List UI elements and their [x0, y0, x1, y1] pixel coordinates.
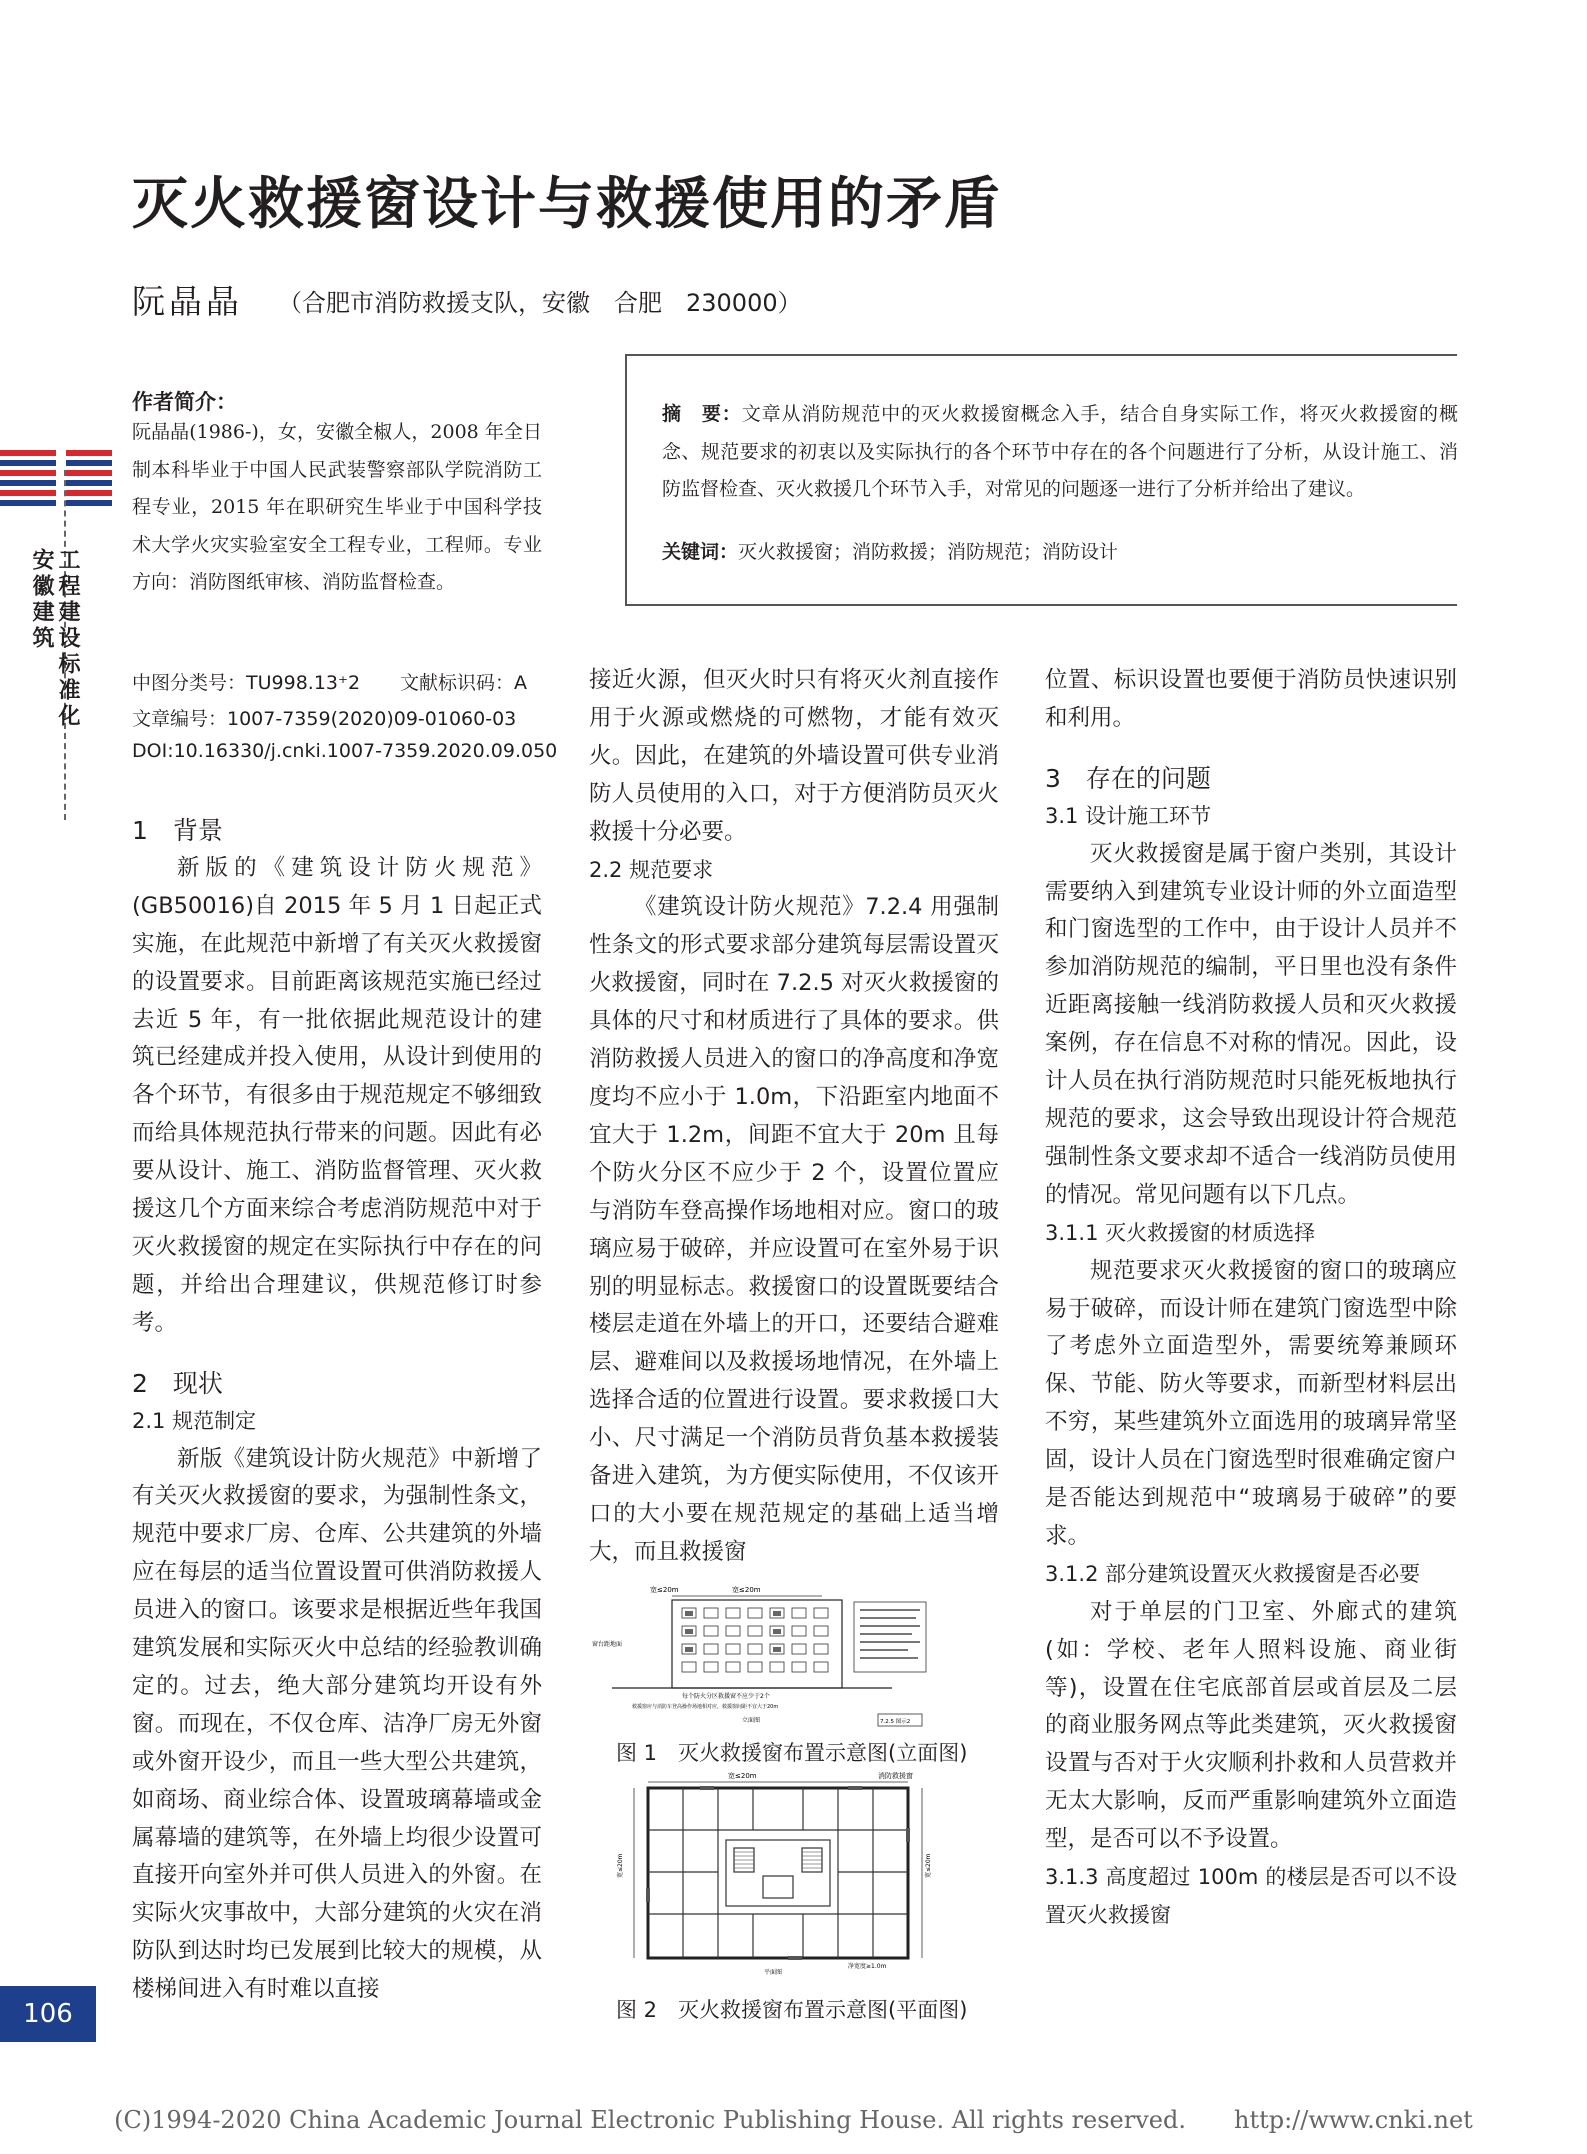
column-2 — [589, 662, 999, 1572]
page-number: 106 — [0, 1986, 96, 2042]
author-bio: 阮晶晶(1986-)，女，安徽全椒人，2008 年全日制本科毕业于中国人民武装警察部队学院消防工程专业，2015 年在职研究生毕业于中国科学技术大学火灾实验室安全工程专业，工程师。专业方向：消防图纸审核、消防监督检查。 — [132, 421, 542, 593]
journal-logo-bars — [0, 450, 112, 510]
fig1-left-label: 窗台距地面 — [592, 1641, 623, 1648]
section-2-2-continued: 位置、标识设置也要便于消防员快速识别和利用。 — [1045, 667, 1457, 731]
fig2-dim-bottom: 净宽度≥1.0m — [848, 1963, 887, 1970]
article-number: 文章编号：1007-7359(2020)09-01060-03 — [132, 708, 517, 730]
keywords — [662, 534, 1458, 570]
abstract-label: 摘 要： — [662, 403, 742, 425]
section-3-1-paragraph: 灭火救援窗是属于窗户类别，其设计需要纳入到建筑专业设计师的外立面造型和门窗选型的工作中，由于设计人员并不参加消防规范的编制，平日里也没有条件近距离接触一线消防救援人员和灭火救援案例，存在信息不对称的情况。因此，设计人员在执行消防规范时只能死板地执行规范的要求，这会导致出现设计符合规范强制性条文要求却不适合一线消防员使用的情况。常见问题有以下几点。 — [1045, 840, 1457, 1208]
fig2-window-label: 消防救援窗 — [878, 1772, 913, 1780]
section-2-2-heading: 2.2 规范要求 — [589, 857, 714, 882]
clc-number: 中图分类号：TU998.13⁺2 — [132, 672, 361, 694]
section-3-1-1-heading: 3.1.1 灭火救援窗的材质选择 — [1045, 1220, 1316, 1245]
sidebar-journal-name: 工程建设标准化 — [55, 548, 80, 730]
sidebar-journal-label — [28, 548, 80, 730]
column-3 — [1045, 662, 1457, 1935]
section-2-2-paragraph: 《建筑设计防火规范》7.2.4 用强制性条文的形式要求部分建筑每层需设置灭火救援窗，同时在 7.2.5 对灭火救援窗的具体的尺寸和材质进行了具体的要求。供消防救援人员进入的窗口的净高度和净宽度均不应小于 1.0m，下沿距室内地面不宜大于 1.2m，间距不宜大于 20m 且每个防火分区不应少于 2 个，设置位置应与消防车登高操作场地相对应。窗口的玻璃应易于破碎，并应设置可在室外易于识别的明显标志。救援窗口的设置既要结合楼层走道在外墙上的开口，还要结合避难层、避难间以及救援场地情况，在外墙上选择合适的位置进行设置。要求救援口大小、尺寸满足一个消防员背负基本救援装备进入建筑，为方便实际使用，不仅该开口的大小要在规范规定的基础上适当增大，而且救援窗 — [589, 894, 999, 1565]
keywords-label: 关键词： — [662, 541, 739, 563]
section-2-heading: 2 现状 — [132, 1368, 223, 1398]
fig1-dim-b: 宽≤20m — [732, 1586, 761, 1594]
section-3-1-3-heading: 3.1.3 高度超过 100m 的楼层是否可以不设置灭火救援窗 — [1045, 1865, 1457, 1927]
column-1 — [132, 812, 542, 2009]
figure-1-elevation — [592, 1582, 957, 1730]
fig2-dim-top: 宽≤20m — [728, 1772, 757, 1780]
fig1-dim-a: 宽≤20m — [650, 1586, 679, 1594]
bio-heading: 作者简介： — [132, 390, 237, 414]
copyright-footer: (C)1994-2020 China Academic Journal Electronic Publishing House. All rights reserved. http://www.cnki.net — [114, 2106, 1473, 2134]
fig2-dim-right: 宽≤20m — [925, 1853, 932, 1878]
section-2-1-continued: 接近火源，但灭火时只有将灭火剂直接作用于火源或燃烧的可燃物，才能有效灭火。因此，在建筑的外墙设置可供专业消防人员使用的入口，对于方便消防员灭火救援十分必要。 — [589, 667, 999, 845]
keywords-text: 灭火救援窗；消防救援；消防规范；消防设计 — [738, 541, 1119, 563]
section-3-1-2-heading: 3.1.2 部分建筑设置灭火救援窗是否必要 — [1045, 1561, 1421, 1586]
section-3-heading: 3 存在的问题 — [1045, 763, 1211, 793]
fig1-note-2: 救援窗应与消防车登高操作场地相对应，救援窗间距不宜大于20m — [632, 1704, 779, 1710]
figure-2-plan — [608, 1768, 953, 1980]
section-1-paragraph: 新版的《建筑设计防火规范》(GB50016)自 2015 年 5 月 1 日起正式实施，在此规范中新增了有关灭火救援窗的设置要求。目前距离该规范实施已经过去近 5 年，有一批依据此规范设计的建筑已经建成并投入使用，从设计到使用的各个环节，有很多由于规范规定不够细致而给具体规范执行带来的问题。因此有必要从设计、施工、消防监督管理、灭火救援这几个方面来综合考虑消防规范中对于灭火救援窗的规定在实际执行中存在的问题，并给出合理建议，供规范修订时参考。 — [132, 854, 542, 1336]
section-3-1-heading: 3.1 设计施工环节 — [1045, 803, 1212, 828]
abstract — [662, 396, 1458, 509]
doi: DOI:10.16330/j.cnki.1007-7359.2020.09.050 — [132, 740, 558, 762]
abstract-text: 文章从消防规范中的灭火救援窗概念入手，结合自身实际工作，将灭火救援窗的概念、规范要求的初衷以及实际执行的各个环节中存在的各个问题进行了分析，从设计施工、消防监督检查、灭火救援几个环节入手，对常见的问题逐一进行了分析并给出了建议。 — [662, 403, 1458, 500]
author-name: 阮晶晶 — [132, 282, 243, 321]
fig1-note: 每个防火分区救援窗不应少于2个 — [682, 1693, 770, 1700]
section-3-1-2-paragraph: 对于单层的门卫室、外廊式的建筑(如：学校、老年人照料设施、商业街等)，设置在住宅底部首层或首层及二层的商业服务网点等此类建筑，灭火救援窗设置与否对于火灾顺利扑救和人员营救并无太大影响，反而严重影响建筑外立面造型，是否可以不予设置。 — [1045, 1598, 1457, 1853]
section-3-1-1-paragraph: 规范要求灭火救援窗的窗口的玻璃应易于破碎，而设计师在建筑门窗选型中除了考虑外立面造型外，需要统筹兼顾环保、节能、防火等要求，而新型材料层出不穷，某些建筑外立面选用的玻璃异常坚固，设计人员在门窗选型时很难确定窗户是否能达到规范中“玻璃易于破碎”的要求。 — [1045, 1257, 1457, 1549]
fig1-ref-label: 7.2.5 图示2 — [880, 1719, 911, 1725]
fig2-view-label: 平面图 — [764, 1969, 783, 1976]
doc-code: 文献标识码：A — [400, 672, 527, 694]
figure-1-caption: 图 1 灭火救援窗布置示意图(立面图) — [616, 1741, 968, 1765]
author-affiliation: （合肥市消防救援支队，安徽 合肥 230000） — [278, 289, 802, 317]
section-2-1-paragraph: 新版《建筑设计防火规范》中新增了有关灭火救援窗的要求，为强制性条文，规范中要求厂房、仓库、公共建筑的外墙应在每层的适当位置设置可供消防救援人员进入的窗口。该要求是根据近些年我国建筑发展和实际灭火中总结的经验教训确定的。过去，绝大部分建筑均开设有外窗。而现在，不仅仓库、洁净厂房无外窗或外窗开设少，而且一些大型公共建筑，如商场、商业综合体、设置玻璃幕墙或金属幕墙的建筑等，在外墙上均很少设置可直接开向室外并可供人员进入的外窗。在实际火灾事故中，大部分建筑的火灾在消防队到达时均已发展到比较大的规模，从楼梯间进入有时难以直接 — [132, 1445, 542, 2003]
article-title: 灭火救援窗设计与救援使用的矛盾 — [132, 172, 1002, 237]
section-1-heading: 1 背景 — [132, 816, 223, 845]
fig1-view-label: 立面图 — [742, 1717, 761, 1724]
section-2-1-heading: 2.1 规范制定 — [132, 1408, 257, 1433]
figure-2-caption: 图 2 灭火救援窗布置示意图(平面图) — [616, 1998, 968, 2022]
fig2-dim-left: 宽≤20m — [617, 1853, 624, 1878]
sidebar-column-name: 安徽建筑 — [29, 548, 54, 652]
